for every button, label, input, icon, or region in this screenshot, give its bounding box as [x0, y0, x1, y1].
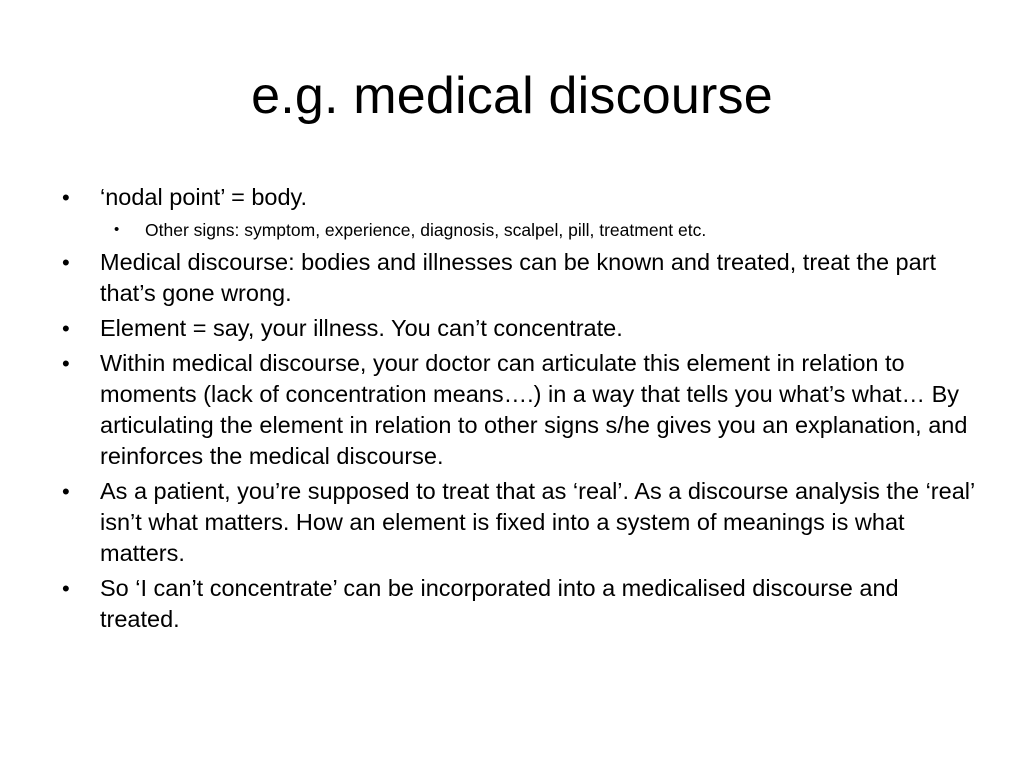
sub-bullet-item [56, 217, 976, 243]
bullet-text: Medical discourse: bodies and illnesses can be known and treated, treat the part that’s gone wrong. [100, 249, 937, 306]
bullet-item [56, 313, 976, 344]
bullet-icon: • [62, 479, 70, 504]
bullet-icon: • [62, 250, 70, 275]
bullet-icon: • [62, 351, 70, 376]
bullet-icon: • [114, 221, 120, 238]
sub-bullet-text: Other signs: symptom, experience, diagnosis, scalpel, pill, treatment etc. [145, 220, 707, 240]
bullet-icon: • [62, 576, 70, 601]
bullet-text: Within medical discourse, your doctor can articulate this element in relation to moments (lack of concentration means….) in a way that tells you what’s what… By articulating the element in relation to other signs s/he gives you an explanation, and reinforces the medical discourse. [100, 350, 968, 469]
bullet-item [56, 247, 976, 309]
bullet-text: ‘nodal point’ = body. [100, 184, 308, 210]
bullet-text: So ‘I can’t concentrate’ can be incorporated into a medicalised discourse and treated. [100, 575, 899, 632]
slide-title: e.g. medical discourse [251, 67, 773, 125]
bullet-item [56, 476, 976, 569]
bullet-item [56, 573, 976, 635]
bullet-item [56, 182, 976, 213]
bullet-item [56, 348, 976, 472]
bullet-text: As a patient, you’re supposed to treat that as ‘real’. As a discourse analysis the ‘real’ isn’t what matters. How an element is fixed into a system of meanings is what matters. [100, 478, 975, 566]
bullet-text: Element = say, your illness. You can’t concentrate. [100, 315, 623, 341]
bullet-icon: • [62, 316, 70, 341]
bullet-list [56, 182, 976, 639]
bullet-icon: • [62, 185, 70, 210]
